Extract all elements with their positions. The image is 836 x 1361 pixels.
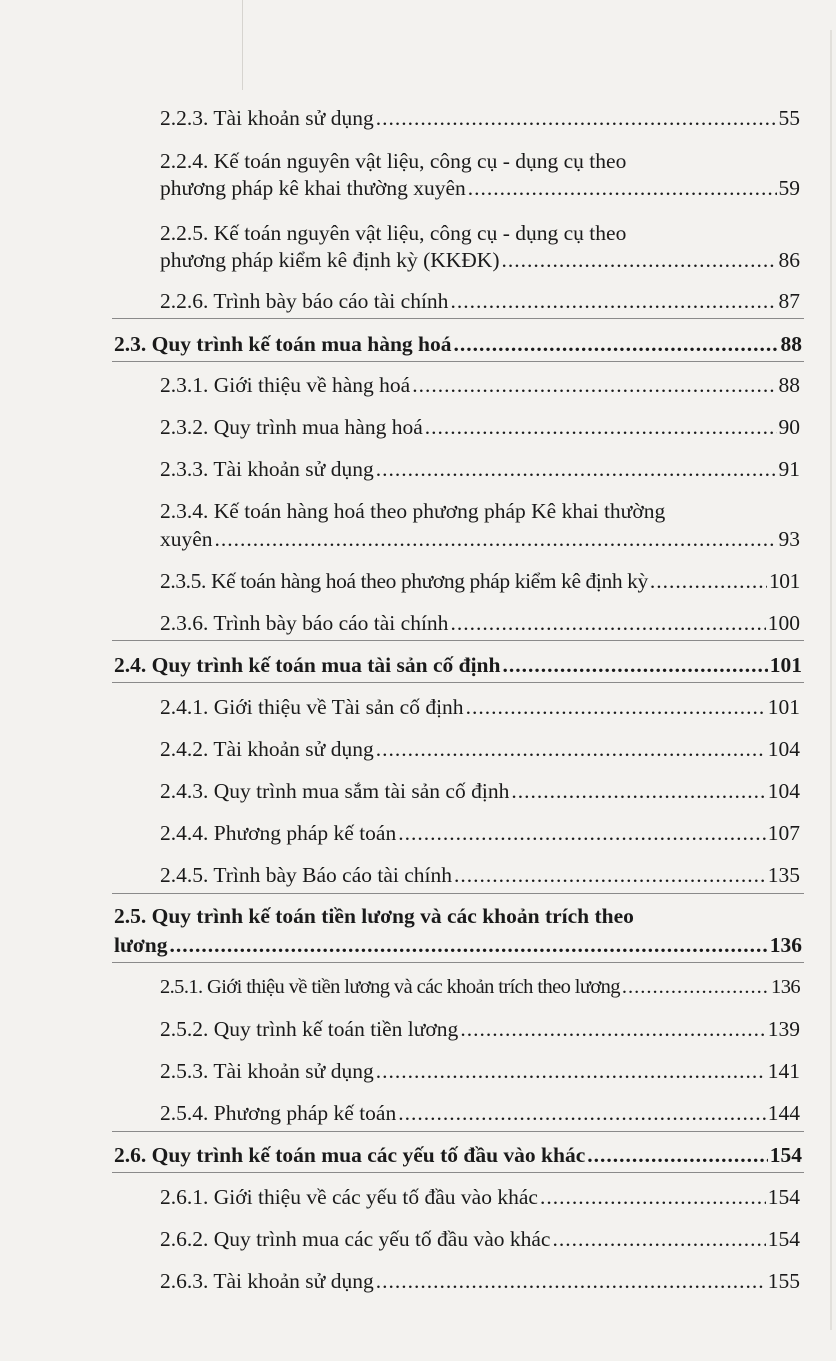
toc-entry-title: 2.5.2. Quy trình kế toán tiền lương xyxy=(160,1017,459,1041)
toc-entry-title: 2.5.3. Tài khoản sử dụng xyxy=(160,1059,374,1083)
toc-entry-line1: 2.2.4. Kế toán nguyên vật liệu, công cụ - dụng cụ theo xyxy=(160,149,627,173)
leader-dots xyxy=(650,567,767,595)
toc-entry-title: 2.2.6. Trình bày báo cáo tài chính xyxy=(160,289,449,313)
toc-entry-title: 2.4.2. Tài khoản sử dụng xyxy=(160,737,374,761)
toc-entry[interactable] xyxy=(160,1099,800,1127)
toc-entry-title: 2.3.1. Giới thiệu về hàng hoá xyxy=(160,373,411,397)
leader-dots xyxy=(215,525,777,553)
section-divider xyxy=(112,682,804,683)
toc-entry-title: 2.4.5. Trình bày Báo cáo tài chính xyxy=(160,863,453,887)
toc-entry-title: 2.6.3. Tài khoản sử dụng xyxy=(160,1269,374,1293)
toc-entry-page: 144 xyxy=(767,1101,800,1125)
leader-dots xyxy=(511,777,765,805)
toc-entry[interactable] xyxy=(160,413,800,441)
toc-entry-page: 101 xyxy=(768,569,800,593)
toc-section-title: 2.4. Quy trình kế toán mua tài sản cố định xyxy=(114,653,501,677)
toc-entry[interactable] xyxy=(160,973,800,1001)
toc-entry-page: 154 xyxy=(767,1185,800,1209)
toc-entry-page: 155 xyxy=(767,1269,800,1293)
toc-entry-page: 88 xyxy=(778,373,800,397)
leader-dots xyxy=(460,1015,765,1043)
toc-section-title: 2.6. Quy trình kế toán mua các yếu tố đầu vào khác xyxy=(114,1143,586,1167)
leader-dots xyxy=(502,651,767,679)
leader-dots xyxy=(502,246,777,274)
toc-entry-page: 55 xyxy=(778,106,800,130)
section-divider xyxy=(112,962,804,963)
leader-dots xyxy=(552,1225,765,1253)
toc-entry-page: 141 xyxy=(767,1059,800,1083)
toc-entry-title: 2.6.2. Quy trình mua các yếu tố đầu vào khác xyxy=(160,1227,551,1251)
toc-entry[interactable] xyxy=(160,777,800,805)
toc-entry-title: phương pháp kiểm kê định kỳ (KKĐK) xyxy=(160,248,500,272)
toc-entry[interactable] xyxy=(160,287,800,315)
toc-entry-page: 90 xyxy=(778,415,800,439)
toc-entry[interactable] xyxy=(160,455,800,483)
toc-entry-page: 86 xyxy=(778,248,800,272)
toc-entry-title: 2.6.1. Giới thiệu về các yếu tố đầu vào khác xyxy=(160,1185,538,1209)
page-fold-line xyxy=(242,0,243,90)
toc-section-page: 154 xyxy=(769,1143,802,1167)
toc-entry[interactable] xyxy=(160,819,800,847)
toc-entry-title: 2.3.3. Tài khoản sử dụng xyxy=(160,457,374,481)
toc-entry[interactable] xyxy=(160,1183,800,1211)
leader-dots xyxy=(376,455,777,483)
toc-entry-title: 2.3.5. Kế toán hàng hoá theo phương pháp kiểm kê định kỳ xyxy=(160,569,648,593)
toc-entry-page: 135 xyxy=(767,863,800,887)
toc-entry-page: 104 xyxy=(767,779,800,803)
toc-section[interactable] xyxy=(114,931,802,959)
toc-entry-title: 2.4.3. Quy trình mua sắm tài sản cố định xyxy=(160,779,510,803)
toc-section-title: 2.3. Quy trình kế toán mua hàng hoá xyxy=(114,332,452,356)
toc-section[interactable] xyxy=(114,1141,802,1169)
toc-entry[interactable] xyxy=(160,246,800,274)
toc-entry-page: 136 xyxy=(771,976,800,998)
toc-entry-title: 2.4.1. Giới thiệu về Tài sản cố định xyxy=(160,695,464,719)
leader-dots xyxy=(412,371,776,399)
leader-dots xyxy=(454,861,766,889)
toc-entry[interactable] xyxy=(160,609,800,637)
leader-dots xyxy=(398,1099,766,1127)
toc-entry[interactable] xyxy=(160,567,800,595)
toc-section-line1: 2.5. Quy trình kế toán tiền lương và các khoản trích theo xyxy=(114,904,634,928)
section-divider xyxy=(112,318,804,319)
toc-entry[interactable] xyxy=(160,104,800,132)
leader-dots xyxy=(466,693,766,721)
toc-entry-title: 2.3.6. Trình bày báo cáo tài chính xyxy=(160,611,449,635)
toc-entry-page: 91 xyxy=(778,457,800,481)
leader-dots xyxy=(376,1267,766,1295)
toc-entry[interactable] xyxy=(160,1225,800,1253)
toc-section[interactable] xyxy=(114,330,802,358)
toc-entry-page: 139 xyxy=(767,1017,800,1041)
toc-entry-page: 93 xyxy=(778,527,800,551)
toc-section[interactable] xyxy=(114,651,802,679)
leader-dots xyxy=(468,174,777,202)
toc-entry-page: 104 xyxy=(767,737,800,761)
toc-entry-page: 87 xyxy=(778,289,800,313)
toc-section-page: 101 xyxy=(769,653,802,677)
toc-entry-page: 100 xyxy=(767,611,800,635)
leader-dots xyxy=(425,413,777,441)
leader-dots xyxy=(170,931,768,959)
leader-dots xyxy=(450,287,776,315)
leader-dots xyxy=(540,1183,766,1211)
toc-entry-title: 2.2.3. Tài khoản sử dụng xyxy=(160,106,374,130)
section-divider xyxy=(112,361,804,362)
toc-entry-line1: 2.3.4. Kế toán hàng hoá theo phương pháp Kê khai thường xyxy=(160,499,666,523)
section-divider xyxy=(112,640,804,641)
toc-entry[interactable] xyxy=(160,174,800,202)
toc-entry[interactable] xyxy=(160,735,800,763)
toc-entry[interactable] xyxy=(160,1015,800,1043)
toc-entry[interactable] xyxy=(160,1267,800,1295)
toc-entry-title: 2.3.2. Quy trình mua hàng hoá xyxy=(160,415,423,439)
toc-entry-page: 154 xyxy=(767,1227,800,1251)
leader-dots xyxy=(454,330,779,358)
section-divider xyxy=(112,1172,804,1173)
toc-entry-page: 107 xyxy=(767,821,800,845)
toc-entry[interactable] xyxy=(160,861,800,889)
toc-entry-line1: 2.2.5. Kế toán nguyên vật liệu, công cụ - dụng cụ theo xyxy=(160,221,627,245)
toc-entry-page: 101 xyxy=(767,695,800,719)
toc-section-title: lương xyxy=(114,933,168,957)
section-divider xyxy=(112,1131,804,1132)
toc-entry-title: 2.4.4. Phương pháp kế toán xyxy=(160,821,397,845)
toc-section-page: 88 xyxy=(780,332,802,356)
toc-entry-title: phương pháp kê khai thường xuyên xyxy=(160,176,466,200)
toc-entry[interactable] xyxy=(160,371,800,399)
leader-dots xyxy=(398,819,766,847)
leader-dots xyxy=(376,1057,766,1085)
toc-entry-page: 59 xyxy=(778,176,800,200)
toc-entry-title: 2.5.1. Giới thiệu về tiền lương và các khoản trích theo lương xyxy=(160,976,620,998)
toc-entry-title: 2.5.4. Phương pháp kế toán xyxy=(160,1101,397,1125)
toc-entry[interactable] xyxy=(160,693,800,721)
leader-dots xyxy=(376,104,777,132)
page-edge-line xyxy=(830,30,832,1330)
leader-dots xyxy=(622,973,769,1001)
section-divider xyxy=(112,893,804,894)
leader-dots xyxy=(587,1141,768,1169)
toc-entry-title: xuyên xyxy=(160,527,213,551)
toc-entry[interactable] xyxy=(160,525,800,553)
leader-dots xyxy=(450,609,765,637)
leader-dots xyxy=(376,735,766,763)
toc-entry[interactable] xyxy=(160,1057,800,1085)
toc-section-page: 136 xyxy=(769,933,802,957)
